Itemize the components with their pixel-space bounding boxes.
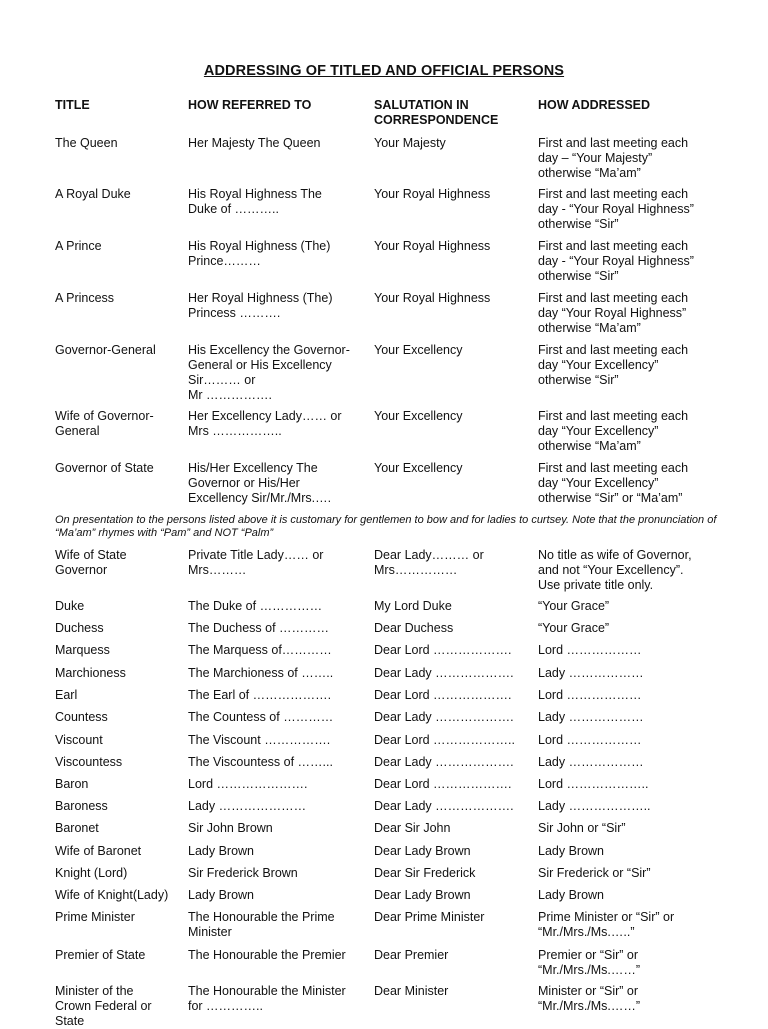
referred-cell: Her Majesty The Queen	[188, 136, 321, 150]
header-how-addressed: HOW ADDRESSED	[538, 98, 651, 112]
title-cell: A Prince	[55, 239, 102, 253]
addressed-cell: Minister or “Sir” or “Mr./Mrs./Ms.……”	[538, 984, 641, 1013]
referred-cell: Lord ………………….	[188, 777, 308, 791]
addressed-cell: Lady ………………	[538, 710, 644, 724]
addressed-cell: “Your Grace”	[538, 621, 610, 635]
addressed-cell: Lady Brown	[538, 844, 605, 858]
title-cell: Wife of Baronet	[55, 844, 142, 858]
referred-cell: Her Royal Highness (The) Princess ……….	[188, 291, 333, 320]
title-cell: Knight (Lord)	[55, 866, 128, 880]
salutation-cell: Dear Minister	[374, 984, 449, 998]
title-cell: Baron	[55, 777, 89, 791]
addressed-cell: Lady ………………..	[538, 799, 651, 813]
referred-cell: The Honourable the Prime Minister	[188, 910, 335, 939]
addressed-cell: Lord ………………	[538, 643, 642, 657]
title-cell: Wife of Knight(Lady)	[55, 888, 169, 902]
title-cell: Viscountess	[55, 755, 123, 769]
title-cell: Wife of State Governor	[55, 548, 127, 577]
header-title: TITLE	[55, 98, 90, 112]
referred-cell: Sir John Brown	[188, 821, 273, 835]
salutation-cell: Your Royal Highness	[374, 239, 491, 253]
salutation-cell: Dear Lord ……………….	[374, 643, 512, 657]
salutation-cell: Dear Lady ……………….	[374, 755, 514, 769]
salutation-cell: Dear Lady Brown	[374, 888, 471, 902]
referred-cell: Lady Brown	[188, 844, 255, 858]
header-salutation: SALUTATION IN CORRESPONDENCE	[374, 98, 499, 127]
salutation-cell: Dear Premier	[374, 948, 449, 962]
salutation-cell: Dear Lord ……………….	[374, 777, 512, 791]
referred-cell: The Earl of ……………….	[188, 688, 332, 702]
referred-cell: The Duchess of …………	[188, 621, 330, 635]
addressed-cell: First and last meeting each day “Your Royal Highness” otherwise “Ma’am”	[538, 291, 689, 335]
etiquette-note: On presentation to the persons listed above it is customary for gentlemen to bow and for ladies to curtsey. Note that the pronunciation of “Ma’am” rhymes with “Pam” and NOT “Palm”	[55, 514, 717, 539]
addressed-cell: Premier or “Sir” or “Mr./Mrs./Ms.……”	[538, 948, 641, 977]
referred-cell: The Marchioness of ……..	[188, 666, 334, 680]
salutation-cell: Dear Lord ……………….	[374, 688, 512, 702]
addressed-cell: Lady ………………	[538, 755, 644, 769]
addressed-cell: First and last meeting each day “Your Excellency” otherwise “Sir” or “Ma’am”	[538, 461, 689, 505]
addressed-cell: Sir John or “Sir”	[538, 821, 626, 835]
salutation-cell: Dear Lady ……………….	[374, 799, 514, 813]
title-cell: Wife of Governor- General	[55, 409, 154, 438]
header-how-referred-to: HOW REFERRED TO	[188, 98, 312, 112]
referred-cell: Lady …………………	[188, 799, 307, 813]
referred-cell: The Marquess of…………	[188, 643, 332, 657]
addressed-cell: “Your Grace”	[538, 599, 610, 613]
title-cell: The Queen	[55, 136, 118, 150]
addressed-cell: First and last meeting each day “Your Excellency” otherwise “Ma’am”	[538, 409, 689, 453]
title-cell: A Princess	[55, 291, 115, 305]
title-cell: Minister of the Crown Federal or State	[55, 984, 152, 1028]
addressed-cell: No title as wife of Governor, and not “Your Excellency”. Use private title only.	[538, 548, 692, 592]
title-cell: A Royal Duke	[55, 187, 131, 201]
referred-cell: Lady Brown	[188, 888, 255, 902]
referred-cell: The Countess of …………	[188, 710, 334, 724]
title-cell: Premier of State	[55, 948, 146, 962]
referred-cell: Sir Frederick Brown	[188, 866, 298, 880]
referred-cell: The Honourable the Premier	[188, 948, 346, 962]
referred-cell: Her Excellency Lady…… or Mrs ……………..	[188, 409, 342, 438]
salutation-cell: Dear Duchess	[374, 621, 454, 635]
addressed-cell: Sir Frederick or “Sir”	[538, 866, 651, 880]
referred-cell: His/Her Excellency The Governor or His/Her Excellency Sir/Mr./Mrs.….	[188, 461, 332, 505]
title-cell: Marchioness	[55, 666, 126, 680]
salutation-cell: Dear Lord ………………..	[374, 733, 516, 747]
referred-cell: His Excellency the Governor- General or His Excellency Sir……… or Mr …………….	[188, 343, 350, 402]
salutation-cell: Dear Sir John	[374, 821, 451, 835]
addressed-cell: Lord ………………	[538, 688, 642, 702]
title-cell: Prime Minister	[55, 910, 135, 924]
title-cell: Countess	[55, 710, 108, 724]
salutation-cell: Your Majesty	[374, 136, 446, 150]
salutation-cell: Dear Lady ……………….	[374, 666, 514, 680]
title-cell: Baroness	[55, 799, 108, 813]
referred-cell: The Duke of ……………	[188, 599, 323, 613]
addressed-cell: Lady ………………	[538, 666, 644, 680]
salutation-cell: Your Royal Highness	[374, 187, 491, 201]
salutation-cell: Dear Lady……… or Mrs……………	[374, 548, 484, 577]
addressed-cell: First and last meeting each day - “Your Royal Highness” otherwise “Sir”	[538, 239, 694, 283]
referred-cell: Private Title Lady…… or Mrs………	[188, 548, 324, 577]
referred-cell: His Royal Highness (The) Prince………	[188, 239, 331, 268]
salutation-cell: Your Excellency	[374, 461, 463, 475]
salutation-cell: Dear Sir Frederick	[374, 866, 476, 880]
addressed-cell: First and last meeting each day - “Your Royal Highness” otherwise “Sir”	[538, 187, 694, 231]
referred-cell: The Viscount …………….	[188, 733, 331, 747]
addressed-cell: Lord ………………..	[538, 777, 649, 791]
salutation-cell: Dear Lady Brown	[374, 844, 471, 858]
title-cell: Earl	[55, 688, 78, 702]
addressed-cell: Lady Brown	[538, 888, 605, 902]
title-cell: Baronet	[55, 821, 99, 835]
addressed-cell: Lord ………………	[538, 733, 642, 747]
addressed-cell: First and last meeting each day “Your Excellency” otherwise “Sir”	[538, 343, 689, 387]
title-cell: Marquess	[55, 643, 110, 657]
salutation-cell: Your Excellency	[374, 409, 463, 423]
salutation-cell: Your Excellency	[374, 343, 463, 357]
referred-cell: His Royal Highness The Duke of ………..	[188, 187, 322, 216]
addressed-cell: Prime Minister or “Sir” or “Mr./Mrs./Ms.…..”	[538, 910, 675, 939]
document-title: ADDRESSING OF TITLED AND OFFICIAL PERSONS	[203, 63, 565, 79]
salutation-cell: My Lord Duke	[374, 599, 452, 613]
title-cell: Governor of State	[55, 461, 154, 475]
salutation-cell: Your Royal Highness	[374, 291, 491, 305]
title-cell: Governor-General	[55, 343, 156, 357]
title-cell: Duke	[55, 599, 85, 613]
referred-cell: The Honourable the Minister for …………..	[188, 984, 346, 1013]
addressed-cell: First and last meeting each day – “Your Majesty” otherwise “Ma’am”	[538, 136, 689, 180]
title-cell: Viscount	[55, 733, 103, 747]
title-cell: Duchess	[55, 621, 104, 635]
referred-cell: The Viscountess of ……...	[188, 755, 333, 769]
salutation-cell: Dear Lady ……………….	[374, 710, 514, 724]
salutation-cell: Dear Prime Minister	[374, 910, 485, 924]
